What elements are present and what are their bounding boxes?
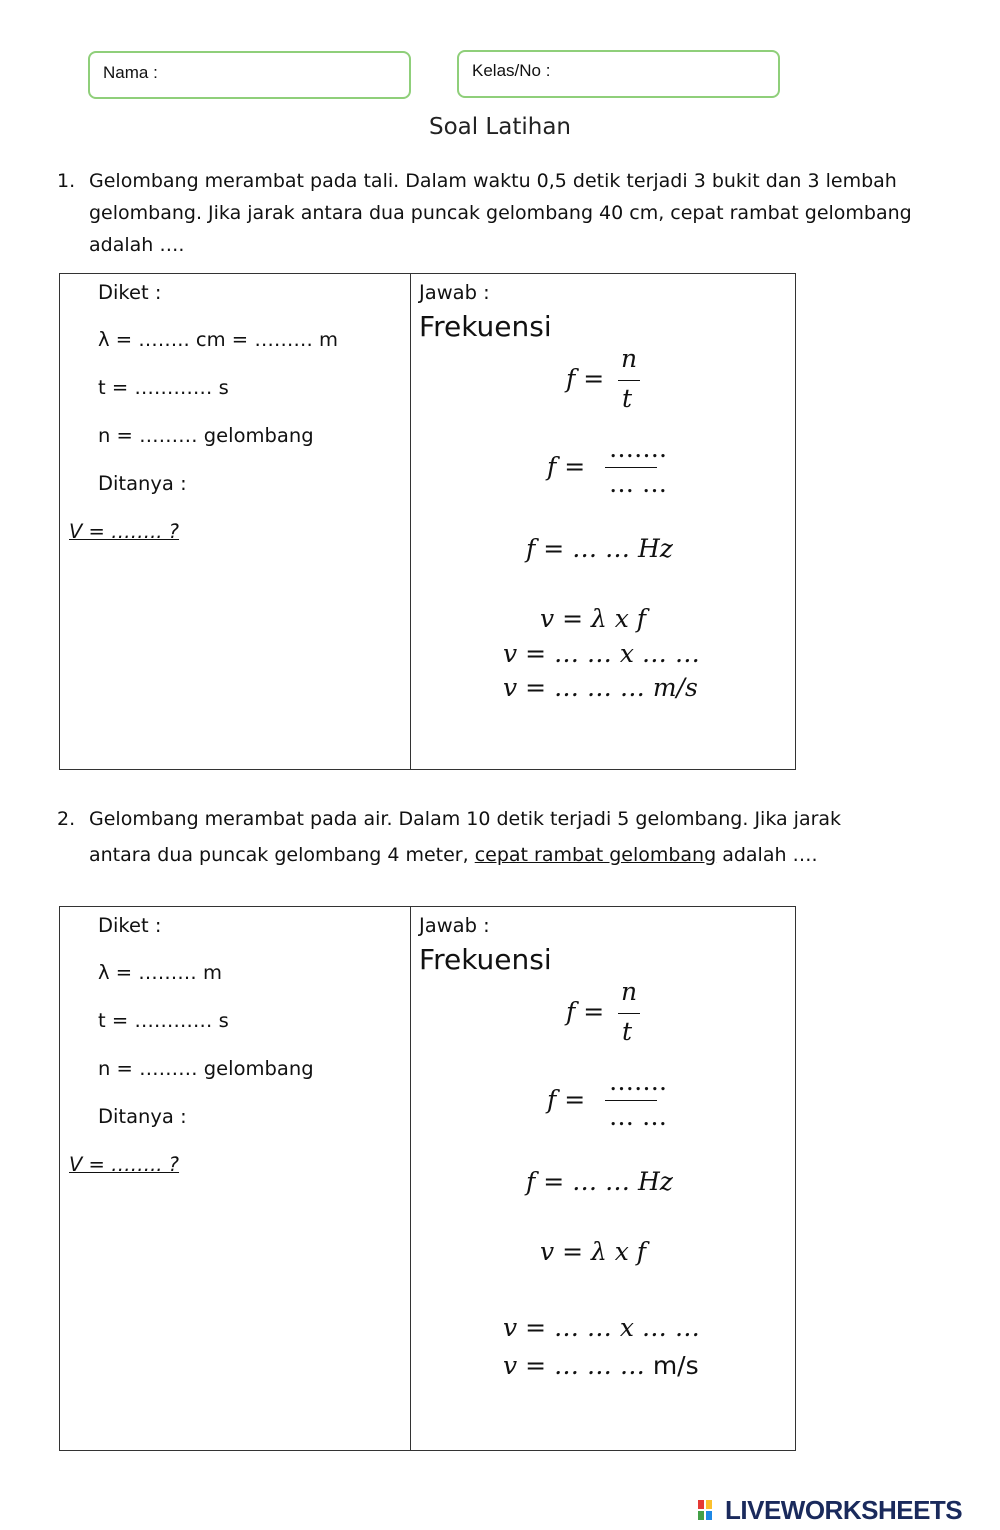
asked-velocity[interactable]: V = …….. ?: [69, 520, 180, 543]
jawab-label: Jawab :: [419, 281, 490, 304]
question-text: [89, 801, 937, 873]
jawab-label: Jawab :: [419, 914, 490, 937]
question-text: [89, 165, 937, 261]
time-known[interactable]: t = ………… s: [98, 1009, 229, 1032]
fraction-bar: [618, 380, 640, 381]
diket-label: Diket :: [98, 281, 162, 304]
nama-label: Nama :: [103, 63, 158, 82]
nama-field[interactable]: [88, 51, 411, 99]
frekuensi-label: Frekuensi: [419, 943, 552, 976]
velocity-result[interactable]: [503, 673, 698, 702]
logo-icon: [698, 1500, 722, 1522]
blank-numerator[interactable]: …….: [609, 1067, 667, 1096]
column-divider: [410, 907, 411, 1450]
logo-block-red: [698, 1500, 704, 1509]
kelas-field[interactable]: [457, 50, 780, 98]
lambda-known[interactable]: λ = ……… m: [98, 961, 222, 984]
waves-known[interactable]: n = ……… gelombang: [98, 424, 314, 447]
blank-denominator[interactable]: … …: [609, 469, 667, 498]
formula-numerator: n: [621, 977, 638, 1006]
fraction-bar: [605, 467, 657, 468]
logo-block-yellow: [706, 1500, 712, 1509]
ditanya-label: Ditanya :: [98, 1105, 187, 1128]
column-divider: [410, 274, 411, 769]
question-line-start: antara dua puncak gelombang 4 meter,: [89, 844, 475, 866]
fraction-bar: [605, 1100, 657, 1101]
liveworksheets-logo: [696, 1494, 996, 1526]
logo-block-blue: [706, 1511, 712, 1520]
velocity-unit: m/s: [652, 1351, 699, 1380]
waves-known[interactable]: n = ……… gelombang: [98, 1057, 314, 1080]
velocity-result-blank[interactable]: v = … … …: [503, 1351, 653, 1380]
question-number: 2.: [57, 808, 76, 830]
lambda-known[interactable]: λ = …….. cm = ……… m: [98, 328, 339, 351]
kelas-label: Kelas/No :: [472, 61, 551, 80]
velocity-formula: v = λ x f: [540, 604, 647, 633]
answer-box-2: [59, 906, 796, 1451]
diket-label: Diket :: [98, 914, 162, 937]
question-2: [57, 801, 937, 873]
fraction-bar: [618, 1013, 640, 1014]
blank-denominator[interactable]: … …: [609, 1102, 667, 1131]
frekuensi-label: Frekuensi: [419, 310, 552, 343]
blank-numerator[interactable]: …….: [609, 434, 667, 463]
time-known[interactable]: t = ………… s: [98, 376, 229, 399]
velocity-result-blank[interactable]: v = … … …: [503, 673, 653, 702]
velocity-substitution[interactable]: v = … … x … …: [503, 1313, 700, 1342]
underlined-phrase: cepat rambat gelombang: [474, 844, 717, 866]
frequency-formula: [566, 342, 646, 412]
question-line: adalah ….: [89, 234, 185, 256]
velocity-substitution[interactable]: v = … … x … …: [503, 639, 700, 668]
kelas-input[interactable]: [569, 60, 768, 90]
question-line: Gelombang merambat pada air. Dalam 10 detik terjadi 5 gelombang. Jika jarak: [89, 808, 842, 830]
logo-text: LIVEWORKSHEETS: [725, 1495, 963, 1525]
question-line: Gelombang merambat pada tali. Dalam waktu 0,5 detik terjadi 3 bukit dan 3 lembah: [89, 170, 897, 192]
velocity-unit: m/s: [652, 673, 698, 702]
question-line: gelombang. Jika jarak antara dua puncak gelombang 40 cm, cepat rambat gelombang: [89, 202, 912, 224]
velocity-formula: v = λ x f: [540, 1237, 647, 1266]
formula-lhs: f =: [547, 452, 586, 481]
frequency-result[interactable]: f = … … Hz: [526, 1167, 673, 1196]
frequency-substitution[interactable]: [547, 1067, 677, 1137]
formula-denominator: t: [622, 384, 633, 413]
asked-velocity[interactable]: V = …….. ?: [69, 1153, 180, 1176]
frequency-substitution[interactable]: [547, 434, 677, 504]
logo-block-green: [698, 1511, 704, 1520]
question-number: 1.: [57, 170, 76, 192]
question-line-end: adalah ….: [716, 844, 818, 866]
formula-denominator: t: [622, 1017, 633, 1046]
frequency-formula: [566, 975, 646, 1045]
velocity-result[interactable]: [503, 1351, 699, 1380]
answer-box-1: [59, 273, 796, 770]
formula-lhs: f =: [566, 997, 605, 1026]
formula-numerator: n: [621, 344, 638, 373]
formula-lhs: f =: [566, 364, 605, 393]
frequency-result[interactable]: f = … … Hz: [526, 534, 673, 563]
ditanya-label: Ditanya :: [98, 472, 187, 495]
page-title: Soal Latihan: [428, 114, 572, 140]
question-1: [57, 165, 937, 261]
formula-lhs: f =: [547, 1085, 586, 1114]
nama-input[interactable]: [180, 61, 399, 91]
question-line: [89, 837, 937, 873]
